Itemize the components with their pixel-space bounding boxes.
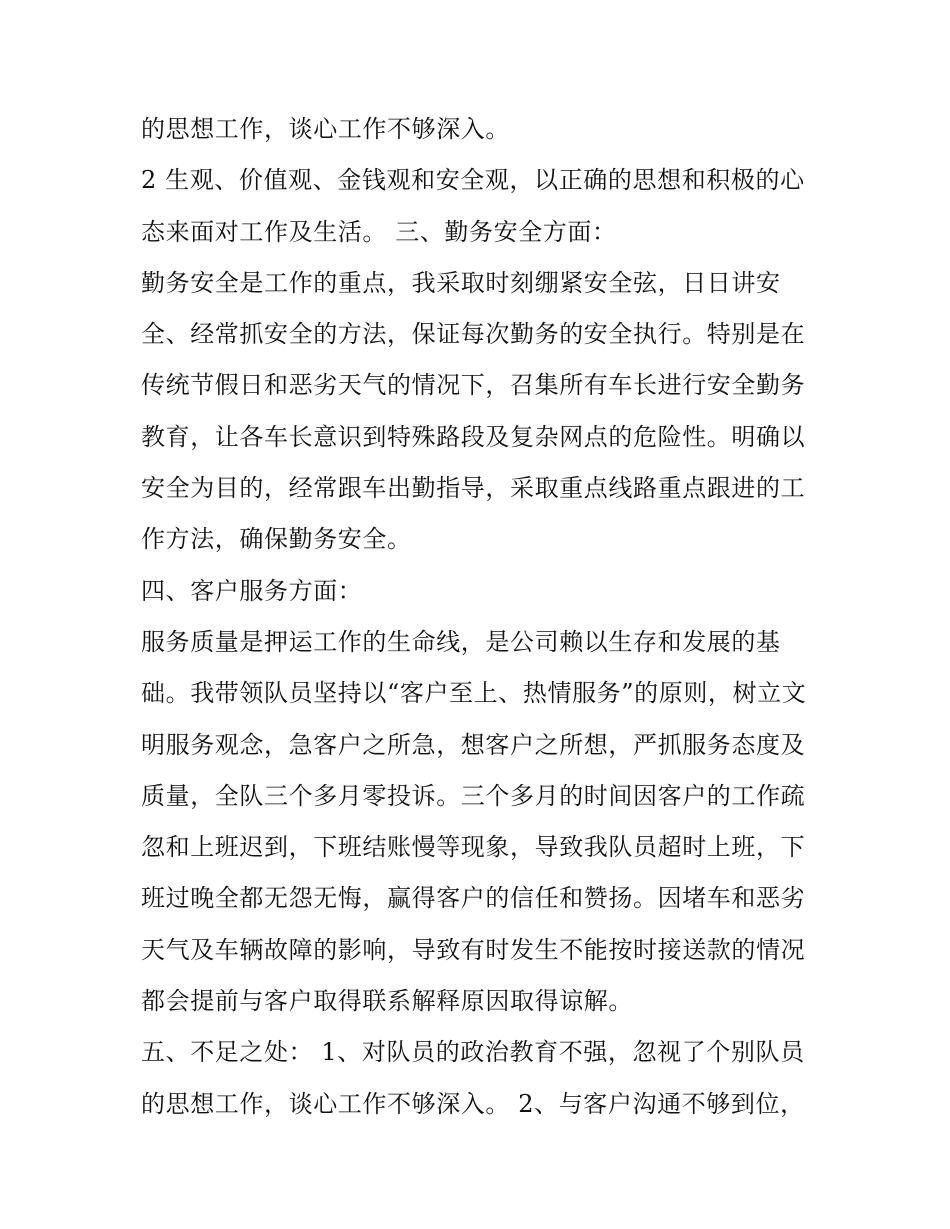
text-line: 忽和上班迟到，下班结账慢等现象，导致我队员超时上班，下 xyxy=(141,833,806,862)
text-line: 的思想工作，谈心工作不够深入。 xyxy=(141,115,510,143)
text-line: 全、经常抓安全的方法，保证每次勤务的安全执行。特别是在 xyxy=(141,320,806,349)
text-line: 作方法，确保勤务安全。 xyxy=(141,525,412,554)
text-line: 天气及车辆故障的影响，导致有时发生不能按时接送款的情况 xyxy=(141,935,806,964)
text-line: 础。我带领队员坚持以“客户至上、热情服务”的原则，树立文 xyxy=(141,679,807,708)
text-line: 服务质量是押运工作的生命线，是公司赖以生存和发展的基 xyxy=(141,627,781,656)
text-line: 五、不足之处： 1、对队员的政治教育不强，忽视了个别队员 xyxy=(141,1038,805,1067)
text-line: 的思想工作，谈心工作不够深入。 2、与客户沟通不够到位， xyxy=(141,1089,805,1118)
section-heading: 四、客户服务方面： xyxy=(141,576,363,605)
text-line: 都会提前与客户取得联系解释原因取得谅解。 xyxy=(141,987,633,1016)
text-line: 态来面对工作及生活。 三、勤务安全方面： xyxy=(141,217,617,246)
text-line: 安全为目的，经常跟车出勤指导，采取重点线路重点跟进的工 xyxy=(141,474,806,503)
text-line: 班过晚全都无怨无悔，赢得客户的信任和赞扬。因堵车和恶劣 xyxy=(141,884,806,913)
text-line: 传统节假日和恶劣天气的情况下，召集所有车长进行安全勤务 xyxy=(141,371,806,400)
text-line: 教育，让各车长意识到特殊路段及复杂网点的危险性。明确以 xyxy=(141,422,806,451)
document-body xyxy=(141,104,821,1130)
text-line: 2 生观、价值观、金钱观和安全观，以正确的思想和积极的心 xyxy=(141,166,805,195)
text-line: 勤务安全是工作的重点，我采取时刻绷紧安全弦，日日讲安 xyxy=(141,268,781,297)
text-line: 明服务观念，急客户之所急，想客户之所想，严抓服务态度及 xyxy=(141,730,806,759)
text-line: 质量，全队三个多月零投诉。三个多月的时间因客户的工作疏 xyxy=(141,781,806,810)
